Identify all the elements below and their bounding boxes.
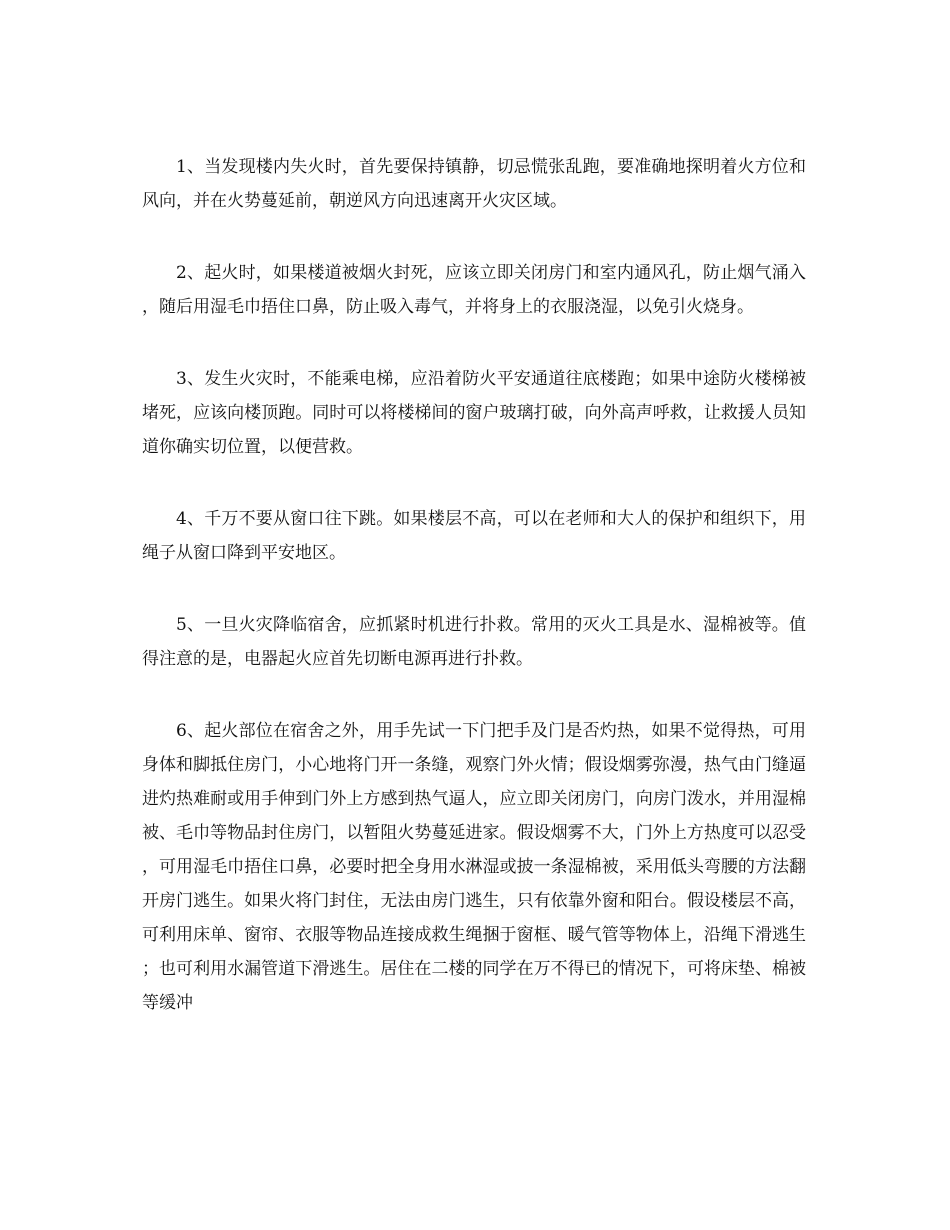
paragraph-4: 4、千万不要从窗口往下跳。如果楼层不高，可以在老师和大人的保护和组织下，用绳子从窗口降到平安地区。 [142, 509, 806, 563]
paragraph-1: 1、当发现楼内失火时，首先要保持镇静，切忌慌张乱跑，要准确地探明着火方位和风向，并在火势蔓延前，朝逆风方向迅速离开火灾区域。 [142, 157, 806, 211]
paragraph-6: 6、起火部位在宿舍之外，用手先试一下门把手及门是否灼热，如果不觉得热，可用身体和脚抵住房门，小心地将门开一条缝，观察门外火情；假设烟雾弥漫，热气由门缝逼进灼热难耐或用手伸到门外上方感到热气逼人，应立即关闭房门，向房门泼水，并用湿棉被、毛巾等物品封住房门，以暂阻火势蔓延进家。假设烟雾不大，门外上方热度可以忍受，可用湿毛巾捂住口鼻，必要时把全身用水淋湿或披一条湿棉被，采用低头弯腰的方法翻开房门逃生。如果火将门封住，无法由房门逃生，只有依靠外窗和阳台。假设楼层不高，可利用床单、窗帘、衣服等物品连接成救生绳捆于窗框、暖气管等物体上，沿绳下滑逃生；也可利用水漏管道下滑逃生。居住在二楼的同学在万不得已的情况下，可将床垫、棉被等缓冲 [142, 721, 806, 1013]
paragraph-2: 2、起火时，如果楼道被烟火封死，应该立即关闭房门和室内通风孔，防止烟气涌入，随后用湿毛巾捂住口鼻，防止吸入毒气，并将身上的衣服浇湿，以免引火烧身。 [142, 263, 806, 317]
paragraph-3: 3、发生火灾时，不能乘电梯，应沿着防火平安通道往底楼跑；如果中途防火楼梯被堵死，应该向楼顶跑。同时可以将楼梯间的窗户玻璃打破，向外高声呼救，让救援人员知道你确实切位置，以便营救。 [142, 369, 806, 457]
paragraph-5: 5、一旦火灾降临宿舍，应抓紧时机进行扑救。常用的灭火工具是水、湿棉被等。值得注意的是，电器起火应首先切断电源再进行扑救。 [142, 615, 806, 669]
document-body [142, 150, 806, 1058]
